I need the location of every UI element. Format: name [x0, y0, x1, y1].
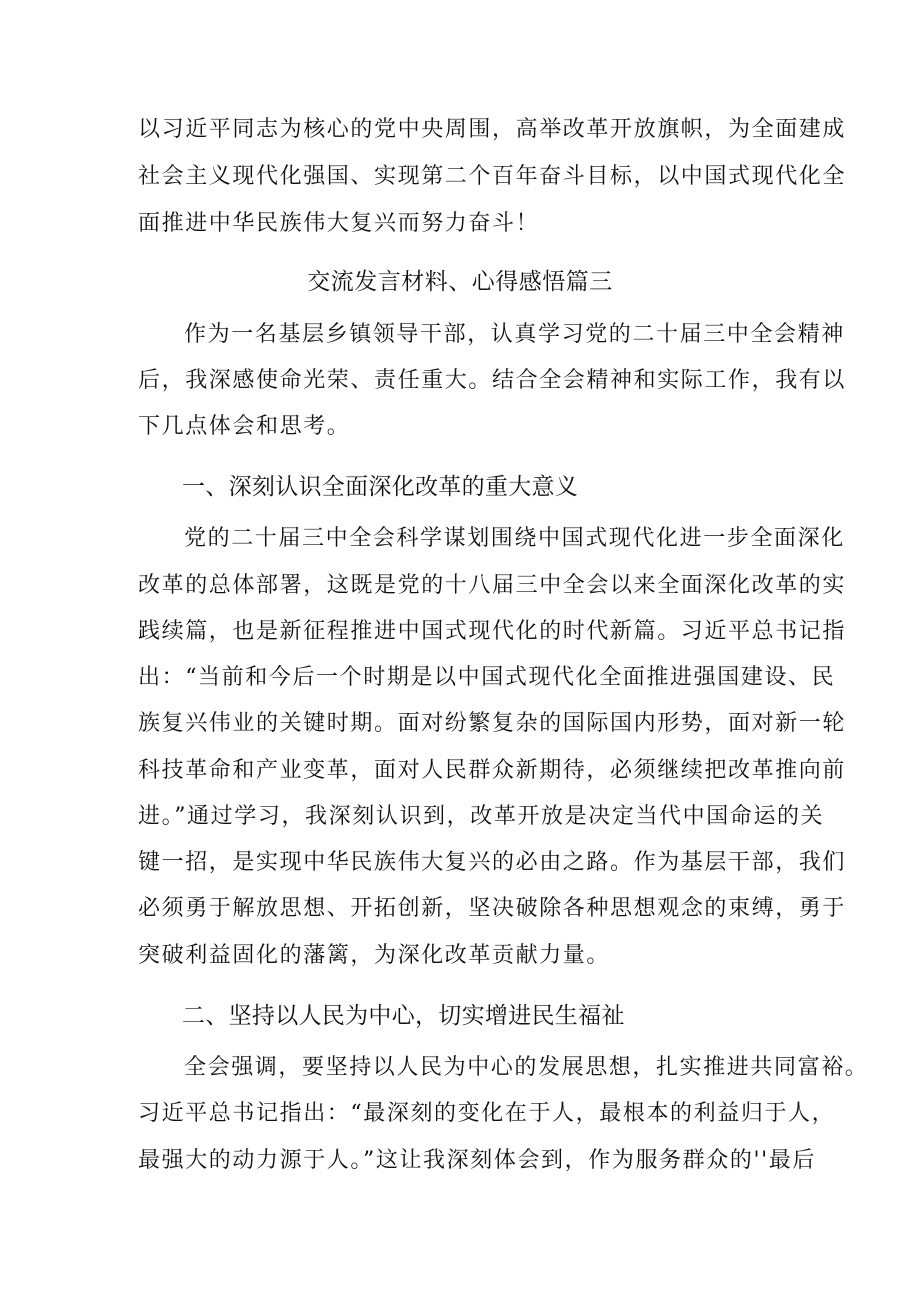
section-title: 交流发言材料、心得感悟篇三: [307, 269, 613, 295]
paragraph-two-line-1: 全会强调，要坚持以人民为中心的发展思想，扎实推进共同富裕。: [184, 1055, 869, 1080]
paragraph-one-line-6: 科技革命和产业变革，面对人民群众新期待，必须继续把改革推向前: [138, 758, 847, 783]
heading-two: 二、坚持以人民为中心，切实增进民生福祉: [182, 1003, 625, 1029]
paragraph-one-line-10: 突破利益固化的藩篱，为深化改革贡献力量。: [138, 943, 611, 968]
opening-line-2: 后，我深感使命光荣、责任重大。结合全会精神和实际工作，我有以: [138, 368, 847, 393]
intro-line-2: 社会主义现代化强国、实现第二个百年奋斗目标，以中国式现代化全: [138, 164, 847, 189]
paragraph-one-line-5: 族复兴伟业的关键时期。面对纷繁复杂的国际国内形势，面对新一轮: [138, 711, 847, 736]
intro-line-3: 面推进中华民族伟大复兴而努力奋斗！: [138, 211, 540, 236]
heading-one: 一、深刻认识全面深化改革的重大意义: [182, 474, 579, 500]
paragraph-one-line-1: 党的二十届三中全会科学谋划围绕中国式现代化进一步全面深化: [184, 526, 845, 551]
opening-line-1: 作为一名基层乡镇领导干部，认真学习党的二十届三中全会精神: [184, 322, 845, 347]
paragraph-one-line-3: 践续篇，也是新征程推进中国式现代化的时代新篇。习近平总书记指: [138, 619, 847, 644]
paragraph-two-line-2: 习近平总书记指出：“最深刻的变化在于人，最根本的利益归于人，: [138, 1101, 836, 1126]
paragraph-one-line-7: 进。”通过学习，我深刻认识到，改革开放是决定当代中国命运的关: [138, 804, 825, 829]
opening-line-3: 下几点体会和思考。: [138, 414, 351, 439]
intro-line-1: 以习近平同志为核心的党中央周围，高举改革开放旗帜，为全面建成: [138, 117, 847, 142]
paragraph-one-line-9: 必须勇于解放思想、开拓创新，坚决破除各种思想观念的束缚，勇于: [138, 896, 847, 921]
paragraph-one-line-2: 改革的总体部署，这既是党的十八届三中全会以来全面深化改革的实: [138, 573, 847, 598]
paragraph-two-line-3: 最强大的动力源于人。”这让我深刻体会到，作为服务群众的''最后: [138, 1148, 816, 1173]
paragraph-one-line-4: 出：“当前和今后一个时期是以中国式现代化全面推进强国建设、民: [138, 665, 836, 690]
paragraph-one-line-8: 键一招，是实现中华民族伟大复兴的必由之路。作为基层干部，我们: [138, 850, 847, 875]
